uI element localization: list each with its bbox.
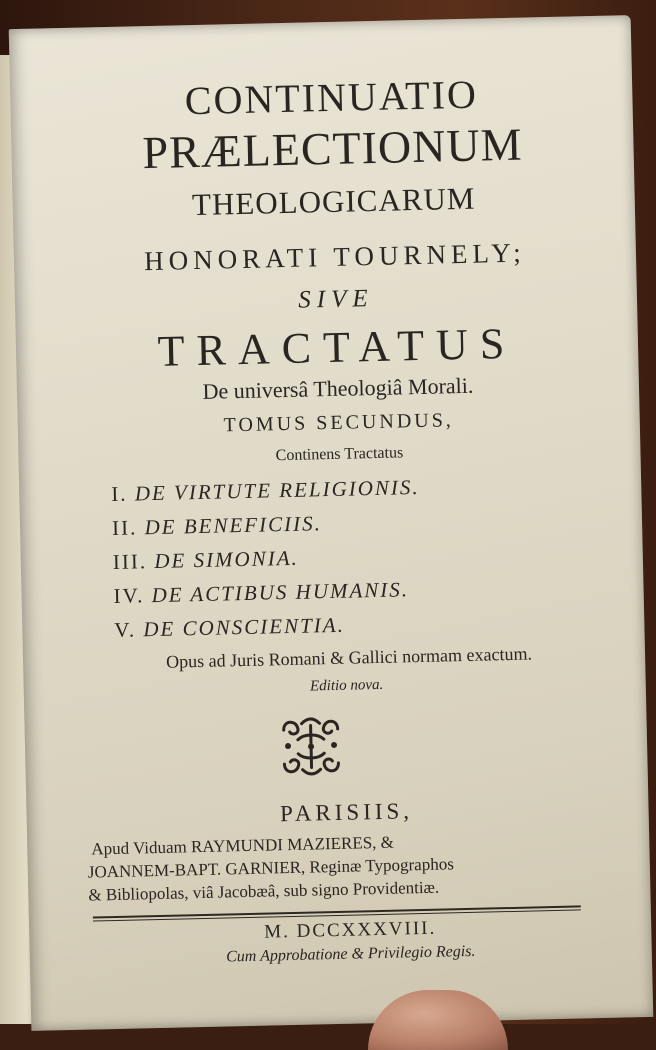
tractatus-title: DE SIMONIA. xyxy=(154,545,300,574)
sive-line: SIVE xyxy=(297,284,374,314)
contents-intro: Continens Tractatus xyxy=(275,444,404,465)
place-line: PARISIIS, xyxy=(279,798,414,827)
imprint-line-2: JOANNEM-BAPT. GARNIER, Reginæ Typographos xyxy=(87,854,455,882)
tractatus-number: V. xyxy=(114,617,137,642)
title-page-content xyxy=(9,15,654,1031)
tractatus-heading: TRACTATUS xyxy=(157,318,517,376)
tractatus-title: DE CONSCIENTIA. xyxy=(143,612,346,642)
tractatus-number: II. xyxy=(111,515,138,540)
imprint-line-1: Apud Viduam RAYMUNDI MAZIERES, & xyxy=(91,832,395,859)
tractatus-list-item xyxy=(114,613,345,643)
tractatus-title: DE BENEFICIIS. xyxy=(144,511,323,540)
tractatus-list-item xyxy=(113,577,409,609)
tractatus-title: DE VIRTUTE RELIGIONIS. xyxy=(134,474,420,506)
title-line-continuatio: CONTINUATIO xyxy=(184,71,479,124)
printers-ornament-icon xyxy=(277,715,344,778)
subtitle-line: De universâ Theologiâ Morali. xyxy=(202,372,474,404)
editio-line: Editio nova. xyxy=(309,676,384,695)
volume-line: TOMUS SECUNDUS, xyxy=(223,409,455,437)
title-line-theologicarum: THEOLOGICARUM xyxy=(191,180,476,223)
tractatus-list-item xyxy=(112,511,322,541)
tractatus-number: III. xyxy=(112,549,148,574)
tractatus-number: I. xyxy=(111,481,128,506)
tractatus-title: DE ACTIBUS HUMANIS. xyxy=(151,577,410,608)
tractatus-number: IV. xyxy=(113,583,145,608)
title-page xyxy=(9,15,654,1031)
tractatus-list-item xyxy=(111,475,420,507)
tractatus-list-item xyxy=(113,546,299,575)
privilege-line: Cum Approbatione & Privilegio Regis. xyxy=(225,942,476,966)
imprint-line-3: & Bibliopolas, viâ Jacobæâ, sub signo Providentiæ. xyxy=(88,877,440,905)
author-line: HONORATI TOURNELY; xyxy=(143,237,527,277)
year-line: M. DCCXXXVIII. xyxy=(263,917,437,943)
title-line-praelectionum: PRÆLECTIONUM xyxy=(141,118,524,179)
opus-line: Opus ad Juris Romani & Gallici normam exactum. xyxy=(165,643,533,672)
